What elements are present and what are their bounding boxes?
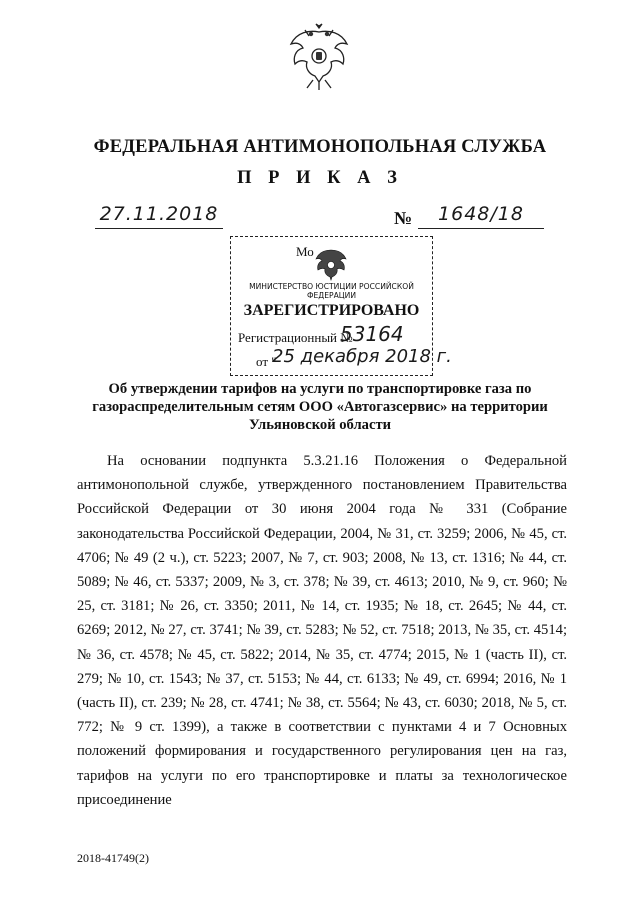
- order-number-sign: №: [394, 208, 413, 228]
- stamp-regnum-label: Регистрационный №: [238, 330, 353, 345]
- stamp-city-fragment: Мо: [296, 244, 314, 259]
- stamp-registered-status: ЗАРЕГИСТРИРОВАНО: [243, 302, 420, 319]
- order-number-handwritten: 1648/18: [438, 203, 524, 225]
- footer-document-code: 2018-41749(2): [77, 851, 149, 865]
- stamp-ministry-name: МИНИСТЕРСТВО ЮСТИЦИИ РОССИЙСКОЙ ФЕДЕРАЦИИ: [249, 282, 414, 300]
- document-body-paragraph: На основании подпункта 5.3.21.16 Положения о Федеральной антимонопольной службе, утвержденного постановлением Правительства Российской Федерации от 30 июня 2004 года № 331 (Собрание законодательства Российской Федерации, 2004, № 31, ст. 3259; 2006, № 45, ст. 4706; № 49 (2 ч.), ст. 5223; 2007, № 7, ст. 903; 2008, № 13, ст. 1316; № 44, ст. 5089; № 46, ст. 5337; 2009, № 3, ст. 378; № 39, ст. 4613; 2010, № 9, ст. 960; № 25, ст. 3181; № 26, ст. 3350; 2011, № 14, ст. 1935; № 18, ст. 2645; № 44, ст. 6269; 2012, № 27, ст. 3741; № 39, ст. 5283; № 52, ст. 7518; 2013, № 35, ст. 4514; № 36, ст. 4578; № 45, ст. 5822; 2014, № 35, ст. 4774; 2015, № 1 (часть II), ст. 279; № 10, ст. 1543; № 37, ст. 5153; № 44, ст. 6133; № 49, ст. 6994; 2016, № 1 (часть II), ст. 239; № 28, ст. 4741; № 38, ст. 5564; № 43, ст. 6030; 2018, № 5, ст. 772; № 9 ст. 1399), а также в соответствии с пунктами 4 и 7 Основных положений формирования и государственного регулирования цен на газ, тарифов на услуги по его транспортировке и платы за технологическое присоединение: [77, 453, 567, 808]
- agency-name: ФЕДЕРАЛЬНАЯ АНТИМОНОПОЛЬНАЯ СЛУЖБА: [93, 137, 547, 157]
- coat-of-arms-emblem: [287, 22, 351, 92]
- order-date-handwritten: 27.11.2018: [99, 203, 219, 225]
- stamp-date-value: 25 декабря 2018 г.: [272, 346, 452, 367]
- order-date-underline: [95, 228, 223, 229]
- stamp-regnum-value: 53164: [340, 322, 404, 346]
- document-heading: Об утверждении тарифов на услуги по транспортировке газа по газораспределительным сетям ООО «Автогазсервис» на территории Ульяновской области: [92, 381, 548, 433]
- document-type-title: П Р И К А З: [237, 168, 403, 188]
- stamp-emblem-icon: [313, 246, 349, 282]
- stamp-date-label: от ": [256, 354, 277, 369]
- order-number-underline: [418, 228, 544, 229]
